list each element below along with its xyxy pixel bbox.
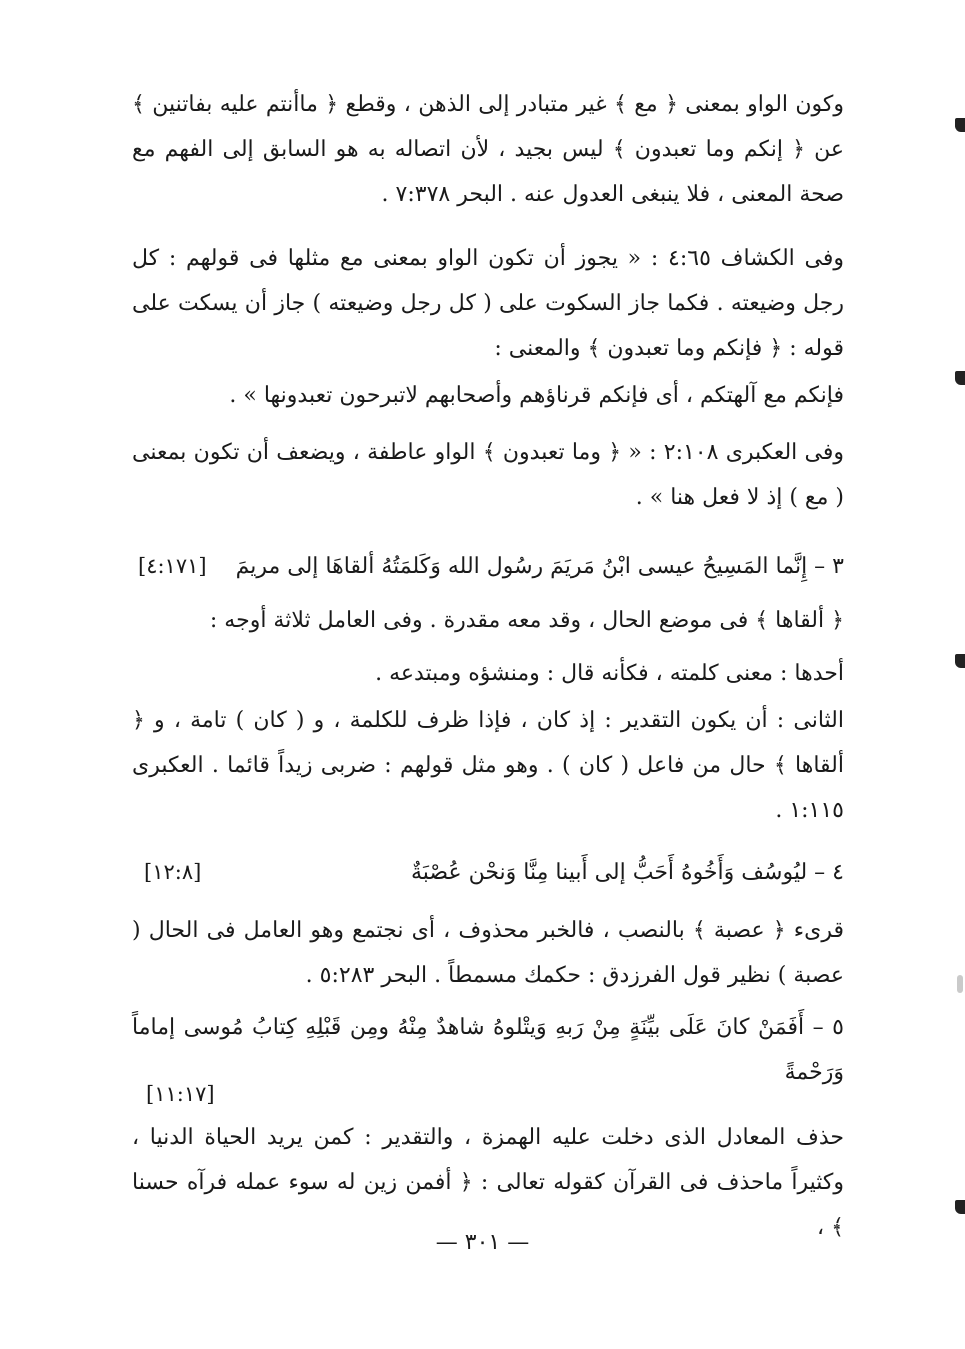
verse-4-text: ٤ – ليُوسُف وَأَخُوهُ أَحَبُّ إلى أَبينا مِنَّا وَنحْن عُصْبَةٌ xyxy=(410,860,844,885)
paragraph-5: ﴿ ألقاها ﴾ فى موضع الحال ، وقد معه مقدرة . وفى العامل ثلاثة أوجه : xyxy=(209,608,844,633)
paragraph-7: الثانى : أن يكون التقدير : إذ كان ، فإذا ظرف للكلمة ، و ( كان ) تامة ، و ﴿ ألقاها ﴾ حال من فاعل ( كان ) . وهو مثل قولهم : ضربى زيداً قائما . العكبرى ١:١١٥ . xyxy=(132,708,844,823)
margin-mark xyxy=(955,1200,965,1214)
margin-mark xyxy=(955,371,965,385)
paragraph-9: حذف المعادل الذى دخلت عليه الهمزة ، والتقدير : كمن يريد الحياة الدنيا ، وكثيراً ماحذف فى القرآن كقوله تعالى : ﴿ أفمن زين له سوء عمله فرآه حسنا ﴾ ، xyxy=(132,1125,844,1240)
paragraph-3: فإنكم مع آلهتكم ، أى فإنكم قرناؤهم وأصحابهم لاتبرحون تعبدونها » . xyxy=(229,383,844,408)
paragraph-1: وكون الواو بمعنى ﴿ مع ﴾ غير متبادر إلى الذهن ، وقطع ﴿ ماأنتم عليه بفاتنين ﴾ عن ﴿ إنكم وما تعبدون ﴾ ليس بجيد ، لأن اتصاله به هو السابق إلى الفهم مع صحة المعنى ، فلا ينبغى العدول عنه . البحر ٧:٣٧٨ . xyxy=(132,92,844,207)
paragraph-8: قرىء ﴿ عصبة ﴾ بالنصب ، فالخبر محذوف ، أى نجتمع وهو العامل فى الحال ( عصبة ) نظير قول الفرزدق : حكمك مسمطاً . البحر ٥:٢٨٣ . xyxy=(132,918,844,988)
paragraph-6: أحدها : معنى كلمته ، فكأنه قال : ومنشؤه ومبتدعه . xyxy=(375,661,844,686)
margin-smudge xyxy=(957,975,963,993)
margin-mark xyxy=(955,118,965,132)
page-number: — ٣٠١ — xyxy=(435,1230,530,1255)
paragraph-2: وفى الكشاف ٤:٦٥ : « يجوز أن تكون الواو بمعنى مع مثلها فى قولهم : كل رجل وضيعته . فكما جاز السكوت على ( كل رجل وضيعته ) جاز أن يسكت على قوله : ﴿ فإنكم وما تعبدون ﴾ والمعنى : xyxy=(132,246,844,361)
verse-3-text: ٣ – إِنَّما المَسِيحُ عيسى ابْنُ مَريَمَ رسُول الله وَكَلمَتُهُ ألقاهَا إلى مريمَ xyxy=(235,554,844,579)
verse-3-reference: [٤:١٧١] xyxy=(138,554,207,578)
verse-5 xyxy=(132,1005,844,1095)
verse-3 xyxy=(132,544,844,589)
verse-4-reference: [١٢:٨] xyxy=(144,860,202,884)
verse-5-reference: [١١:١٧] xyxy=(146,1082,215,1106)
verse-4 xyxy=(132,850,844,895)
verse-5-text: ٥ – أَفَمَنْ كانَ عَلَى بيِّنَةٍ مِنْ رَبهِ وَيتْلوهُ شاهدٌ مِنْهُ ومِن قَبْلِهِ كِتابُ مُوسى إماماً وَرَحْمةً xyxy=(132,1015,844,1085)
margin-mark xyxy=(955,654,965,668)
paragraph-4: وفى العكبرى ٢:١٠٨ : « ﴿ وما تعبدون ﴾ الواو عاطفة ، ويضعف أن تكون بمعنى ( مع ) إذ لا فعل هنا » . xyxy=(132,440,844,510)
